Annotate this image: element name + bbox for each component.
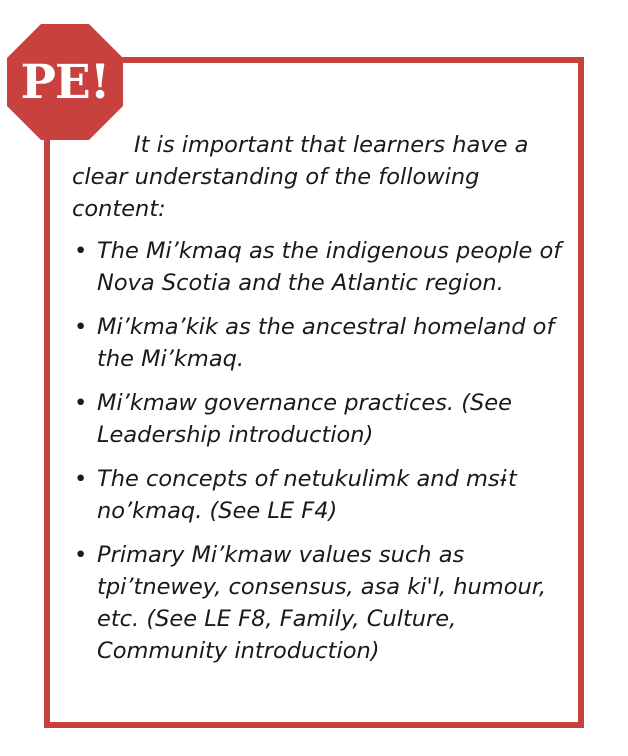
bullet: • xyxy=(74,314,88,340)
intro-text: It is important that learners have a clear understanding of the following content: xyxy=(72,132,529,222)
list-item xyxy=(72,235,562,299)
list-item-text: The concepts of netukulimk and msɨt no’kmaq. (See LE F4) xyxy=(97,466,517,524)
list-item-text: Mi’kmaw governance practices. (See Leadership introduction) xyxy=(97,390,512,448)
list-item-text: The Mi’kmaq as the indigenous people of Nova Scotia and the Atlantic region. xyxy=(97,238,562,296)
list-item-text: Primary Mi’kmaw values such as tpi’tnewey, consensus, asa ki'l, humour, etc. (See LE F8, Family, Culture, Community introduction) xyxy=(97,542,547,664)
badge-label: PE! xyxy=(20,54,110,110)
content-body xyxy=(72,129,562,679)
pe-badge xyxy=(7,24,123,140)
points-list xyxy=(72,235,562,667)
bullet: • xyxy=(74,390,88,416)
bullet: • xyxy=(74,238,88,264)
list-item xyxy=(72,387,562,451)
list-item xyxy=(72,539,562,667)
bullet: • xyxy=(74,466,88,492)
list-item-text: Mi’kma’kik as the ancestral homeland of the Mi’kmaq. xyxy=(97,314,555,372)
bullet: • xyxy=(74,542,88,568)
list-item xyxy=(72,463,562,527)
list-item xyxy=(72,311,562,375)
